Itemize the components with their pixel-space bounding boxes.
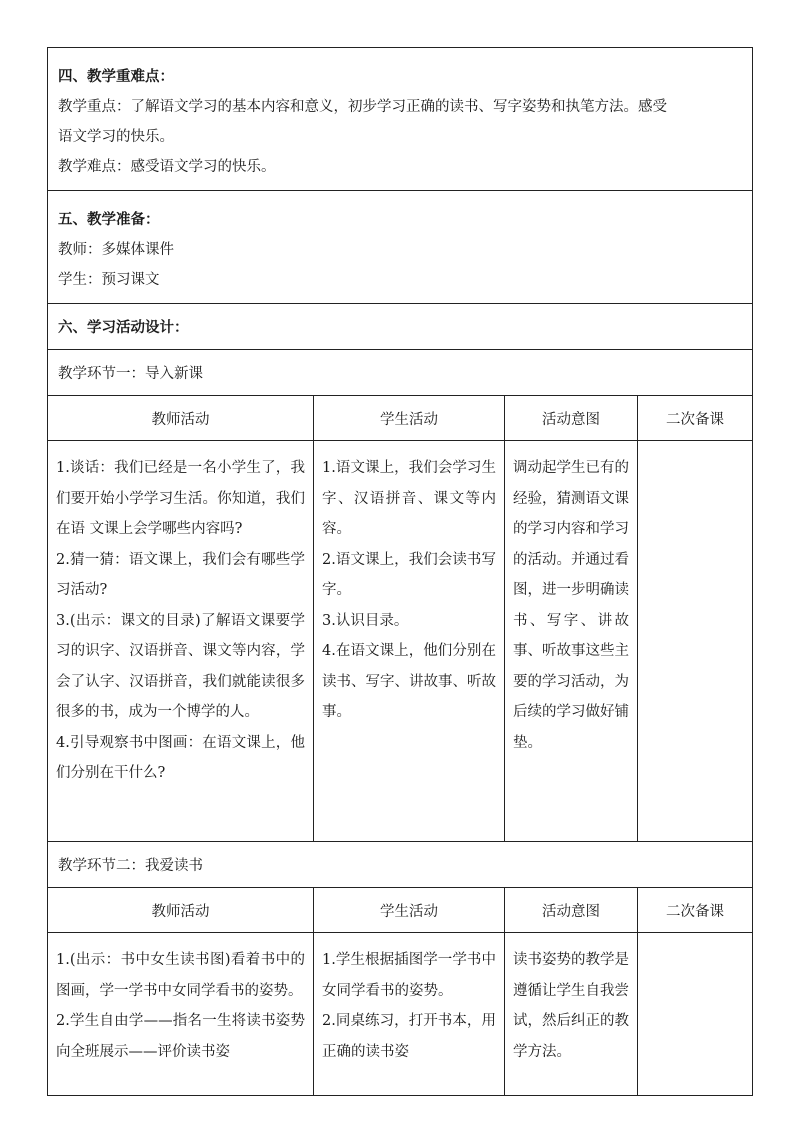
column-header: 教师活动: [48, 888, 314, 933]
student-activity-item: 2.语文课上，我们会读书写字。: [322, 551, 496, 598]
column-header: 学生活动: [314, 888, 505, 933]
student-activity-item: 1.语文课上，我们会学习生字、汉语拼音、课文等内容。: [322, 460, 496, 537]
section-key-points: [48, 48, 753, 191]
teacher-activity-item: 1.谈话：我们已经是一名小学生了，我们要开始小学学习生活。你知道，我们在语 文课上会学哪些内容吗?: [56, 460, 305, 537]
teacher-activity-item: 3.(出示：课文的目录)了解语文课要学习的识字、汉语拼音、课文等内容，学会了认字、汉语拼音，我们就能读很多很多的书，成为一个博学的人。: [56, 612, 305, 720]
student-prep-line: 学生：预习课文: [58, 272, 160, 288]
column-header: 活动意图: [505, 888, 638, 933]
student-activity-cell: [314, 441, 505, 842]
activity-intent-cell: [505, 441, 638, 842]
activity-intent-text: 调动起学生已有的经验，猜测语文课的学习内容和学习的活动。并通过看图，进一步明确读书、写字、讲故事、听故事这些主要的学习活动，为后续的学习做好铺垫。: [513, 460, 629, 751]
column-header: 二次备课: [638, 396, 753, 441]
step-title: 教学环节一：导入新课: [58, 366, 203, 382]
teacher-activity-item: 2.学生自由学——指名一生将读书姿势向全班展示——评价读书姿: [56, 1013, 305, 1060]
second-preparation-text: [638, 933, 752, 945]
section-heading: 六、学习活动设计：: [58, 319, 189, 336]
teacher-activity-cell: [48, 441, 314, 842]
second-preparation-cell: [638, 441, 753, 842]
column-header: 二次备课: [638, 888, 753, 933]
teacher-activity-item: 4.引导观察书中图画：在语文课上，他们分别在干什么?: [56, 734, 305, 781]
column-header-row: [48, 888, 753, 933]
key-point-line: 教学重点：了解语文学习的基本内容和意义，初步学习正确的读书、写字姿势和执笔方法。感受: [58, 99, 667, 115]
step2-title-row: [48, 842, 753, 888]
teacher-activity-item: 1.(出示：书中女生读书图)看着书中的图画，学一学书中女同学看书的姿势。: [56, 952, 305, 999]
teacher-activity-cell: [48, 933, 314, 1096]
step2-content-row: [48, 933, 753, 1096]
difficulty-line: 教学难点：感受语文学习的快乐。: [58, 159, 276, 175]
second-preparation-text: [638, 441, 752, 453]
student-activity-cell: [314, 933, 505, 1096]
student-activity-item: 3.认识目录。: [322, 612, 409, 629]
student-activity-item: 2.同桌练习，打开书本，用正确的读书姿: [322, 1013, 496, 1060]
second-preparation-cell: [638, 933, 753, 1096]
column-header: 学生活动: [314, 396, 505, 441]
section-preparation: [48, 191, 753, 304]
step1-content-row: [48, 441, 753, 842]
column-header: 活动意图: [505, 396, 638, 441]
section-heading: 五、教学准备：: [58, 211, 160, 228]
step-title: 教学环节二：我爱读书: [58, 858, 203, 874]
column-header-row: [48, 396, 753, 441]
teacher-activity-item: 2.猜一猜：语文课上，我们会有哪些学习活动?: [56, 551, 305, 598]
activity-intent-text: 读书姿势的教学是遵循让学生自我尝试，然后纠正的教学方法。: [513, 952, 629, 1060]
lesson-plan-table: [47, 47, 753, 1096]
student-activity-item: 4.在语文课上，他们分别在读书、写字、讲故事、听故事。: [322, 643, 496, 720]
section-heading: 四、教学重难点：: [58, 68, 174, 85]
column-header: 教师活动: [48, 396, 314, 441]
activity-intent-cell: [505, 933, 638, 1096]
step1-title-row: [48, 350, 753, 396]
key-point-line: 语文学习的快乐。: [58, 129, 174, 145]
lesson-plan-page: [47, 47, 752, 1080]
section-activity-design: [48, 304, 753, 350]
student-activity-item: 1.学生根据插图学一学书中女同学看书的姿势。: [322, 952, 496, 999]
teacher-prep-line: 教师：多媒体课件: [58, 242, 174, 258]
